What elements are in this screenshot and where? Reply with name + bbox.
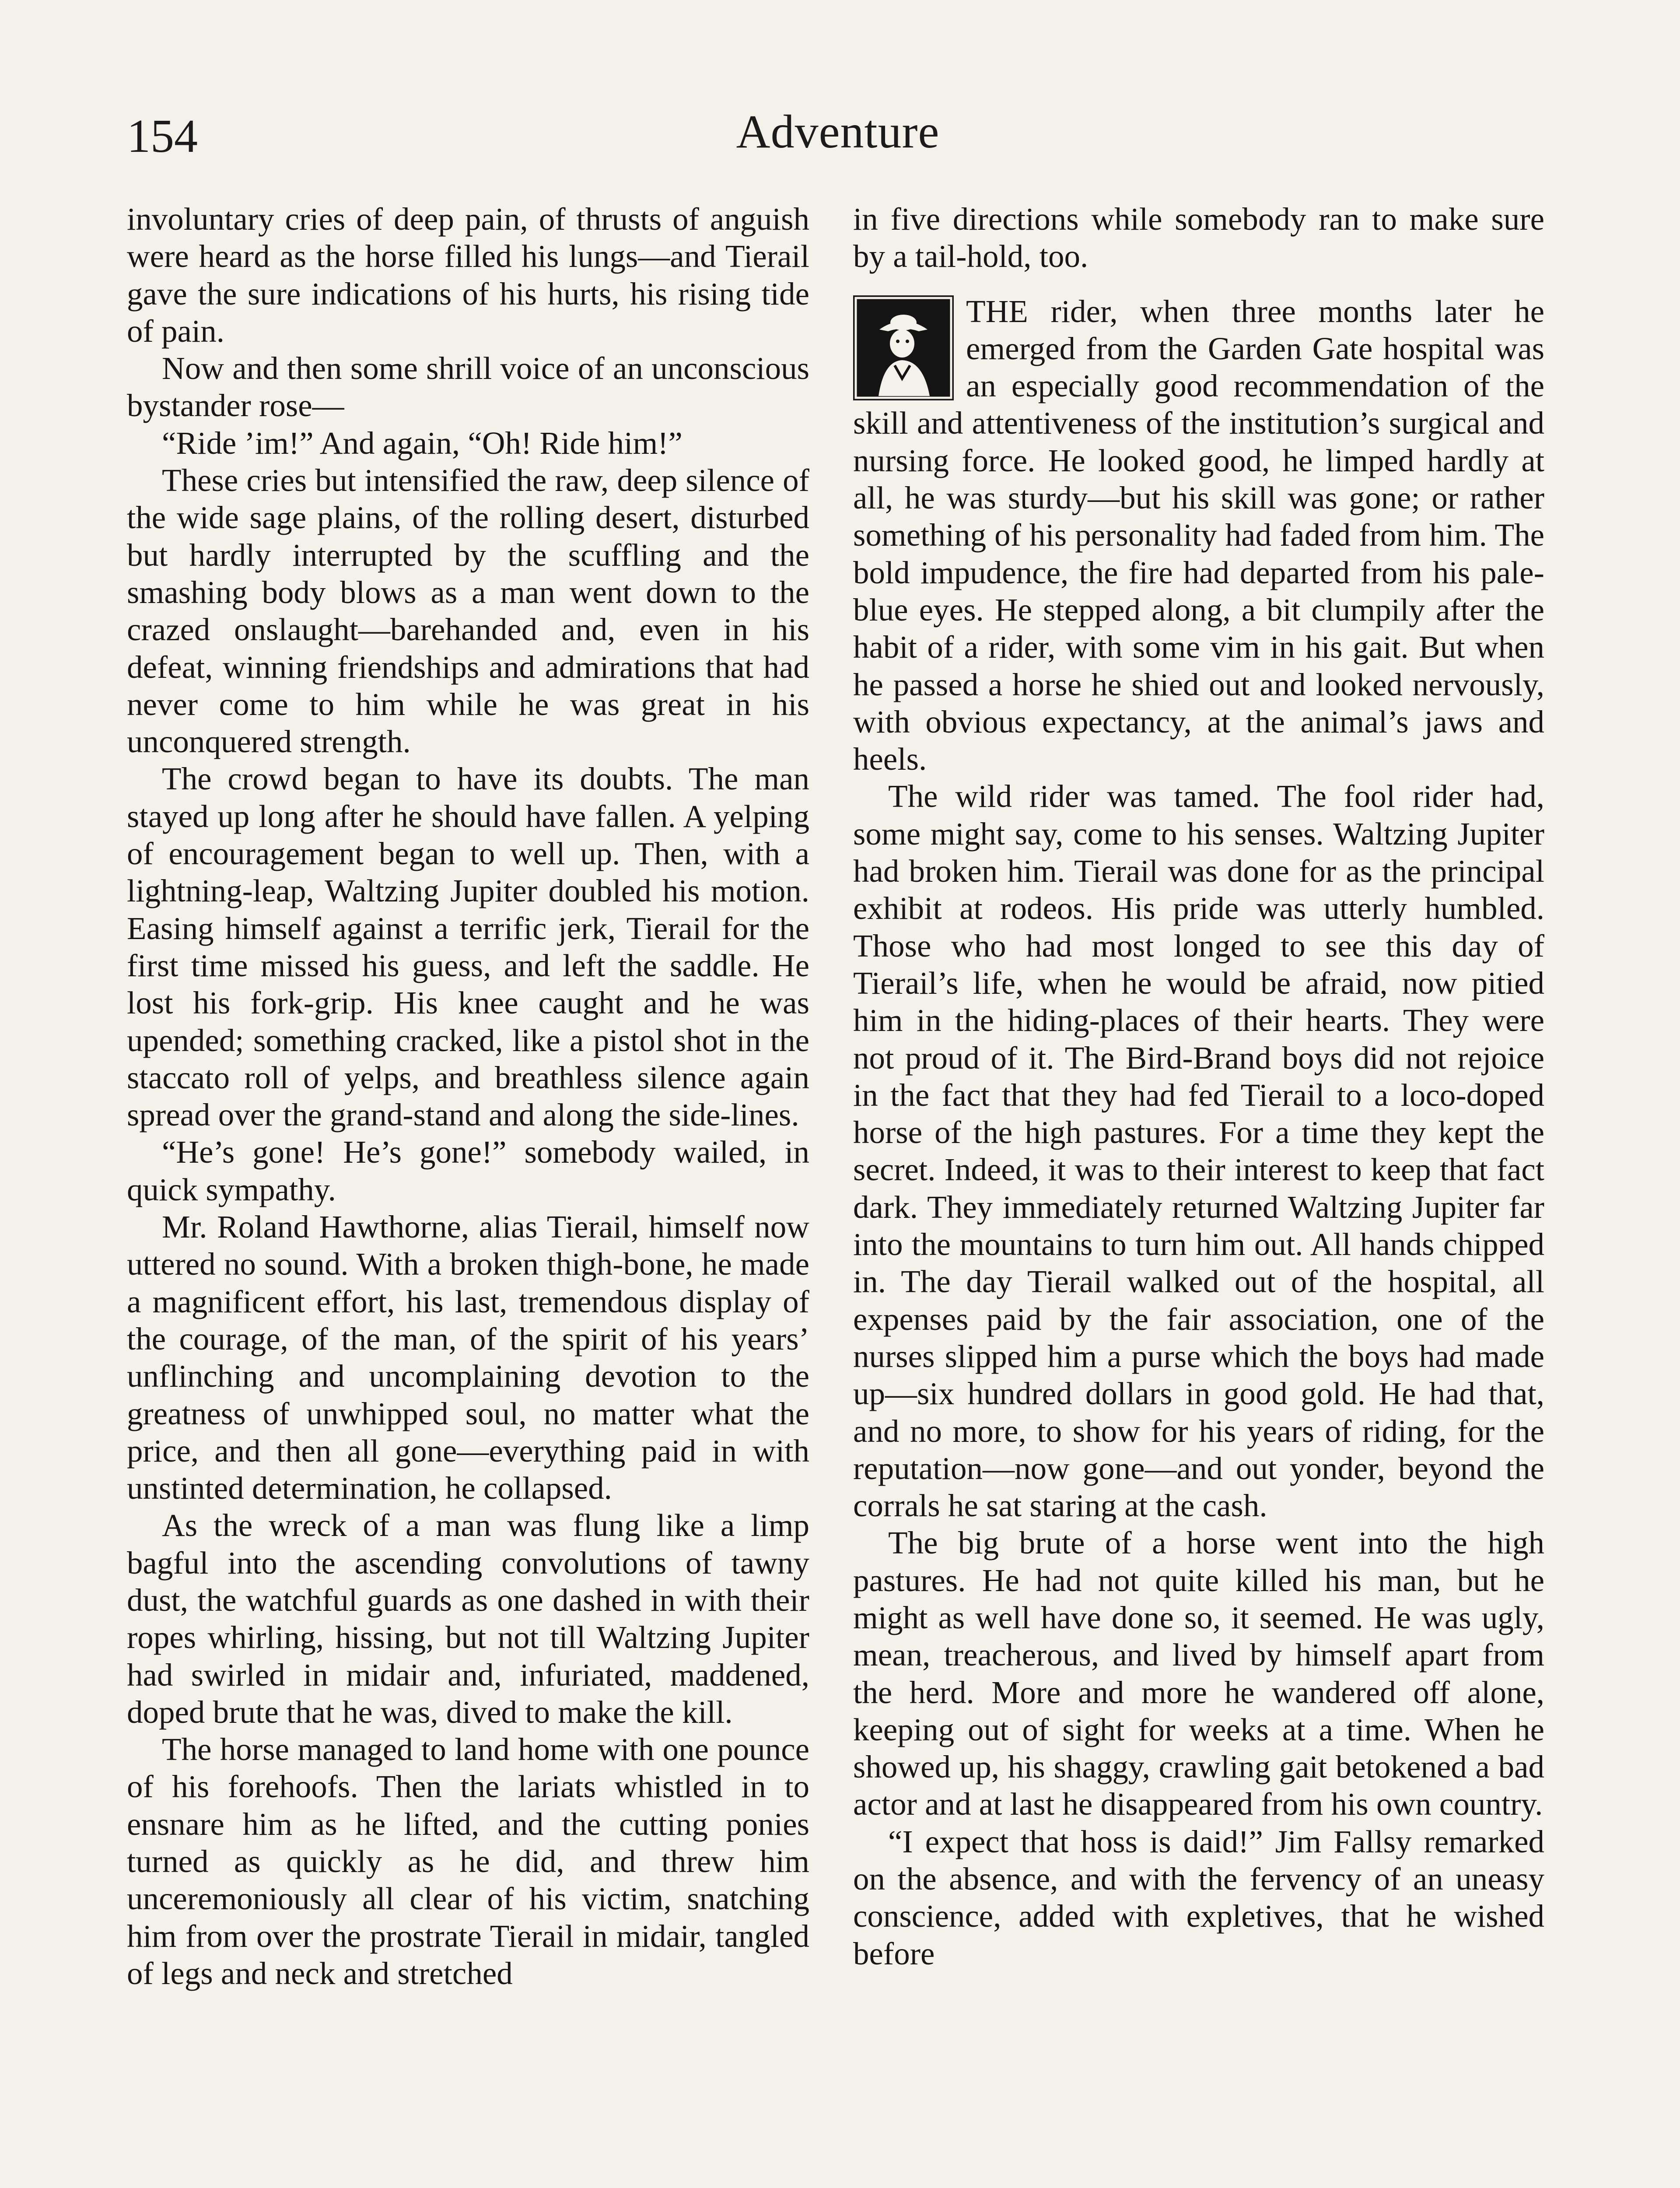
paragraph: “He’s gone! He’s gone!” somebody wailed, in quick sympathy. [127, 1134, 809, 1207]
right-column [853, 200, 1544, 1972]
paragraph: involuntary cries of deep pain, of thrusts of anguish were heard as the horse filled his lungs—and Tierail gave the sure indications of his hurts, his rising tide of pain. [127, 201, 809, 349]
paragraph: “I expect that hoss is daid!” Jim Fallsy remarked on the absence, and with the fervency of an uneasy conscience, added with expletives, that he wished before [853, 1823, 1544, 1971]
paragraph: The horse managed to land home with one pounce of his forehoofs. Then the lariats whistled in to ensnare him as he lifted, and the cutting ponies turned as quickly as he did, and threw him unceremoniously all clear of his victim, snatching him from over the prostrate Tierail in midair, tangled of legs and neck and stretched [127, 1732, 809, 1991]
page-header [127, 105, 1549, 175]
paragraph: Mr. Roland Hawthorne, alias Tierail, himself now uttered no sound. With a broken thigh-bone, he made a magnificent effort, his last, tremendous display of the courage, of the man, of the spirit of his years’ unflinching and uncomplaining devotion to the greatness of unwhipped soul, no matter what the price, and then all gone—everything paid in with unstinted determination, he collapsed. [127, 1209, 809, 1506]
paragraph: Now and then some shrill voice of an unconscious bystander rose— [127, 351, 809, 424]
paragraph: THE rider, when three months later he emerged from the Garden Gate hospital was an especially good recommendation of the skill and attentiveness of the institution’s surgical and nursing force. He looked good, he limped hardly at all, he was sturdy—but his skill was gone; or rather something of his personality had faded from him. The bold impudence, the fire had departed from his pale-blue eyes. He stepped along, a bit clumpily after the habit of a rider, with some vim in his gait. But when he passed a horse he shied out and looked nervously, with obvious expectancy, at the animal’s jaws and heels. [853, 293, 1544, 777]
paragraph: These cries but intensified the raw, deep silence of the wide sage plains, of the rolling desert, disturbed but hardly interrupted by the scuffling and the smashing body blows as a man went down to the crazed onslaught—barehanded and, even in his defeat, winning friendships and admirations that had never come to him while he was great in his unconquered strength. [127, 463, 809, 760]
cowboy-illustration-icon [853, 295, 954, 400]
page-number: 154 [127, 110, 198, 162]
paragraph: The wild rider was tamed. The fool rider had, some might say, come to his senses. Waltzing Jupiter had broken him. Tierail was done for as the principal exhibit at rodeos. His pride was utterly humbled. Those who had most longed to see this day of Tierail’s life, when he would be afraid, now pitied him in the hiding-places of their hearts. They were not proud of it. The Bird-Brand boys did not rejoice in the fact that they had fed Tierail to a loco-doped horse of the high pastures. For a time they kept the secret. Indeed, it was to their interest to keep that fact dark. They immediately returned Waltzing Jupiter far into the mountains to turn him out. All hands chipped in. The day Tierail walked out of the hospital, all expenses paid by the fair association, one of the nurses slipped him a purse which the boys had made up—six hundred dollars in good gold. He had that, and no more, to show for his years of riding, for the reputation—now gone—and out yonder, beyond the corrals he sat staring at the cash. [853, 778, 1544, 1524]
paragraph: As the wreck of a man was flung like a limp bagful into the ascending convolutions of tawny dust, the watchful guards as one dashed in with their ropes whirling, hissing, but not till Waltzing Jupiter had swirled in midair and, infuriated, maddened, doped brute that he was, dived to make the kill. [127, 1508, 809, 1730]
paragraph: The big brute of a horse went into the high pastures. He had not quite killed his man, but he might as well have done so, it seemed. He was ugly, mean, treacherous, and lived by himself apart from the herd. More and more he wandered off alone, keeping out of sight for weeks at a time. When he showed up, his shaggy, crawling gait betokened a bad actor and at last he disappeared from his own country. [853, 1525, 1544, 1822]
running-title: Adventure [736, 106, 940, 158]
left-column [127, 200, 809, 1992]
section-opening [853, 293, 1544, 778]
paragraph: The crowd began to have its doubts. The man stayed up long after he should have fallen. A yelping of encouragement began to well up. Then, with a lightning-leap, Waltzing Jupiter doubled his motion. Easing himself against a terrific jerk, Tierail for the first time missed his guess, and left the saddle. He lost his fork-grip. His knee caught and he was upended; something cracked, like a pistol shot in the staccato roll of yelps, and breathless silence again spread over the grand-stand and along the side-lines. [127, 761, 809, 1133]
paragraph: in five directions while somebody ran to make sure by a tail-hold, too. [853, 201, 1544, 274]
paragraph: “Ride ’im!” And again, “Oh! Ride him!” [162, 425, 682, 461]
